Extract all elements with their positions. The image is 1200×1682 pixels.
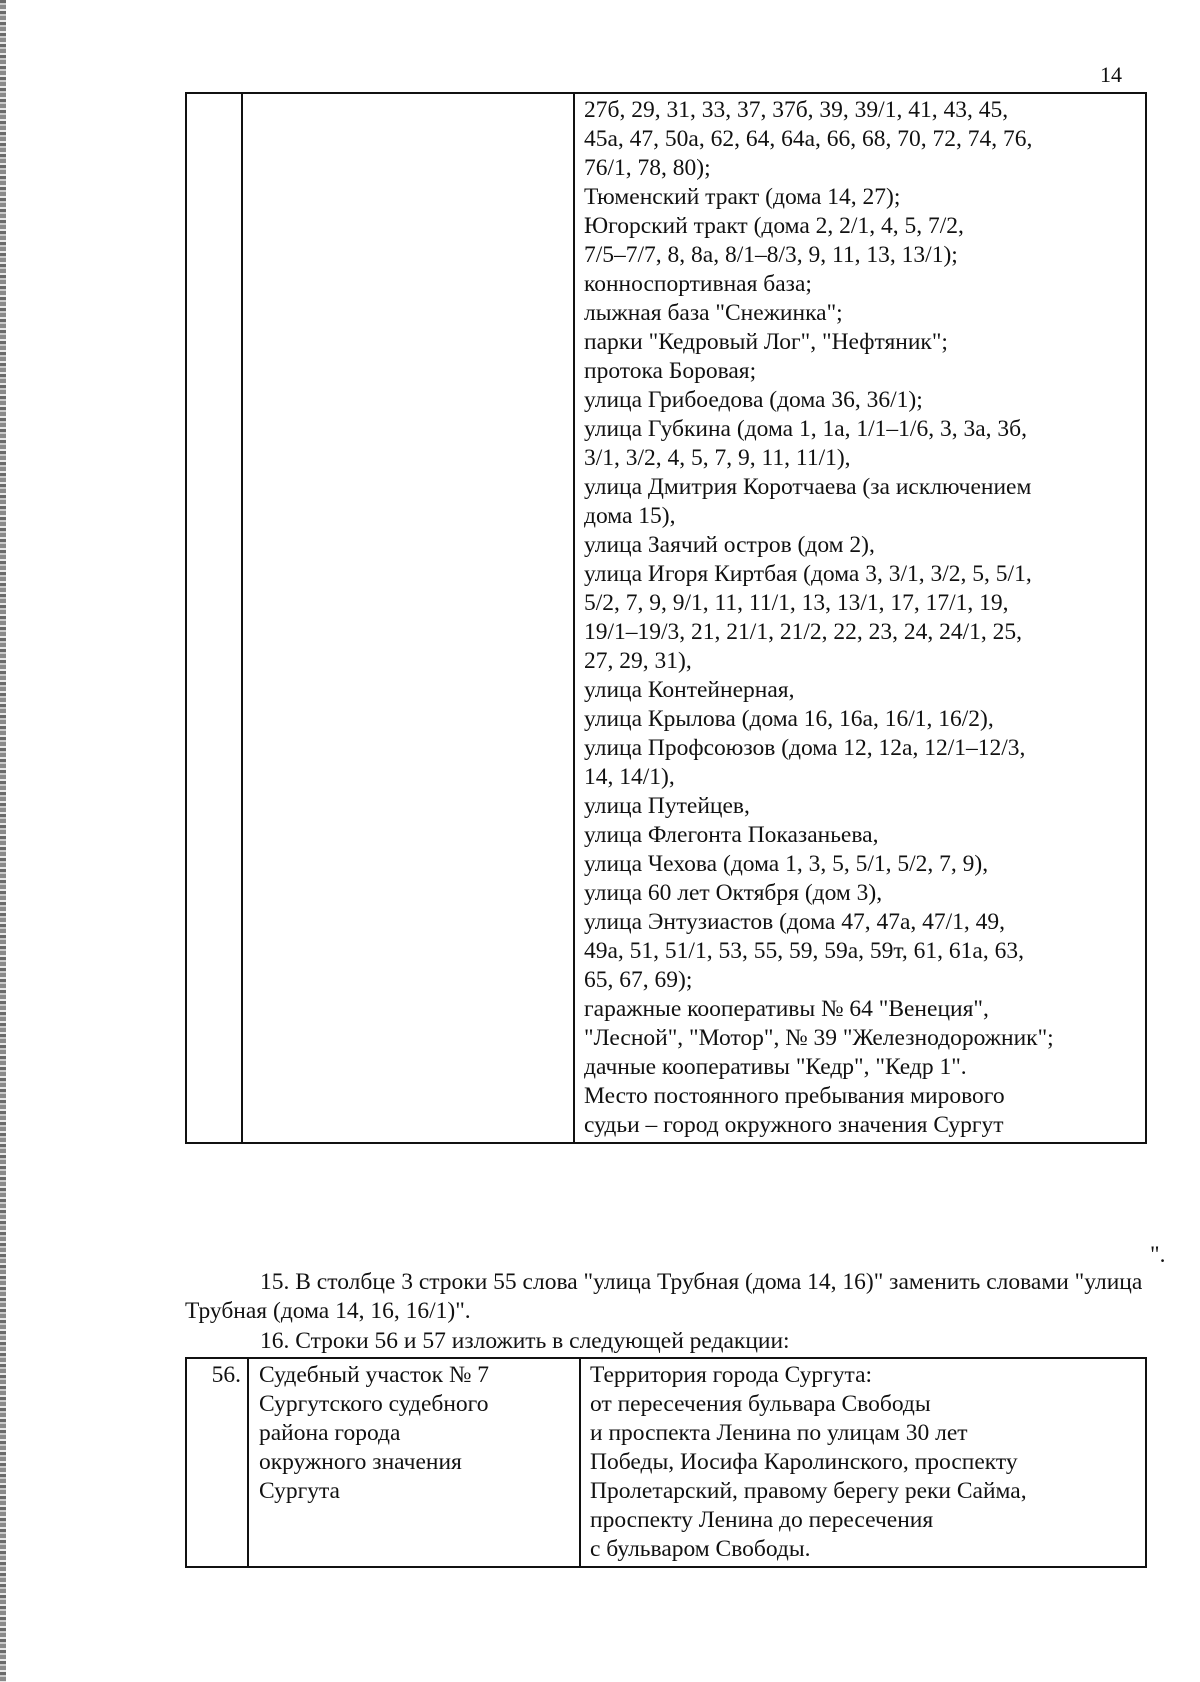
table-row	[186, 1358, 1146, 1567]
paragraph-16: 16. Строки 56 и 57 изложить в следующей редакции:	[260, 1328, 790, 1354]
address-line: Югорский тракт (дома 2, 2/1, 4, 5, 7/2,	[584, 213, 964, 239]
address-line: гаражные кооперативы № 64 "Венеция",	[584, 996, 989, 1022]
address-line: 3/1, 3/2, 4, 5, 7, 9, 11, 11/1),	[584, 445, 851, 471]
address-line: "Лесной", "Мотор", № 39 "Железнодорожник";	[584, 1025, 1054, 1051]
address-line: 65, 67, 69);	[584, 967, 693, 993]
address-line: улица Игоря Киртбая (дома 3, 3/1, 3/2, 5, 5/1,	[584, 561, 1032, 587]
row-number-cell	[186, 93, 242, 1143]
closing-quote: ".	[1150, 1242, 1166, 1268]
address-line: 49а, 51, 51/1, 53, 55, 59, 59а, 59т, 61, 61а, 63,	[584, 938, 1024, 964]
address-line: улица Заячий остров (дом 2),	[584, 532, 875, 558]
territory-line: Победы, Иосифа Каролинского, проспекту	[590, 1449, 1018, 1475]
continued-table	[185, 92, 1147, 1144]
address-line: улица Грибоедова (дома 36, 36/1);	[584, 387, 923, 413]
address-line: Место постоянного пребывания мирового	[584, 1083, 1005, 1109]
new-rows-table	[185, 1357, 1147, 1568]
paragraph-15: 15. В столбце 3 строки 55 слова "улица Трубная (дома 14, 16)" заменить словами "улица Трубная (дома 14, 16, 16/1)".	[185, 1269, 1143, 1324]
address-line: дома 15),	[584, 503, 676, 529]
territory-line: с бульваром Свободы.	[590, 1536, 811, 1562]
territory-line: Пролетарский, правому берегу реки Сайма,	[590, 1478, 1027, 1504]
territory-line: и проспекта Ленина по улицам 30 лет	[590, 1420, 968, 1446]
address-line: улица Губкина (дома 1, 1а, 1/1–1/6, 3, 3а, 3б,	[584, 416, 1027, 442]
address-line: лыжная база "Снежинка";	[584, 300, 843, 326]
address-line: 27б, 29, 31, 33, 37, 37б, 39, 39/1, 41, 43, 45,	[584, 97, 1009, 123]
court-line: района города	[259, 1420, 401, 1446]
territory-cell	[574, 93, 1146, 1143]
court-line: Судебный участок № 7	[259, 1362, 489, 1388]
address-line: Тюменский тракт (дома 14, 27);	[584, 184, 901, 210]
territory-line: от пересечения бульвара Свободы	[590, 1391, 931, 1417]
address-line: улица Крылова (дома 16, 16а, 16/1, 16/2),	[584, 706, 994, 732]
address-line: улица 60 лет Октября (дом 3),	[584, 880, 883, 906]
territory-line: Территория города Сургута:	[590, 1362, 873, 1388]
court-cell	[242, 93, 574, 1143]
address-line: 76/1, 78, 80);	[584, 155, 711, 181]
court-line: окружного значения	[259, 1449, 462, 1475]
address-line: парки "Кедровый Лог", "Нефтяник";	[584, 329, 948, 355]
address-line: улица Чехова (дома 1, 3, 5, 5/1, 5/2, 7, 9),	[584, 851, 989, 877]
address-line: судьи – город окружного значения Сургут	[584, 1112, 1004, 1138]
address-line: 45а, 47, 50а, 62, 64, 64а, 66, 68, 70, 72, 74, 76,	[584, 126, 1033, 152]
address-line: улица Контейнерная,	[584, 677, 795, 703]
address-line: 27, 29, 31),	[584, 648, 692, 674]
address-line: протока Боровая;	[584, 358, 757, 384]
territory-line: проспекту Ленина до пересечения	[590, 1507, 934, 1533]
address-line: улица Флегонта Показаньева,	[584, 822, 879, 848]
table-row	[186, 93, 1146, 1143]
court-line: Сургутского судебного	[259, 1391, 489, 1417]
address-line: 19/1–19/3, 21, 21/1, 21/2, 22, 23, 24, 24/1, 25,	[584, 619, 1023, 645]
court-cell	[248, 1358, 580, 1567]
address-line: дачные кооперативы "Кедр", "Кедр 1".	[584, 1054, 967, 1080]
address-line: конноспортивная база;	[584, 271, 812, 297]
address-line: 14, 14/1),	[584, 764, 675, 790]
address-line: улица Дмитрия Коротчаева (за исключением	[584, 474, 1032, 500]
address-line: 5/2, 7, 9, 9/1, 11, 11/1, 13, 13/1, 17, 17/1, 19,	[584, 590, 1009, 616]
scan-edge	[0, 0, 6, 1682]
address-line: 7/5–7/7, 8, 8а, 8/1–8/3, 9, 11, 13, 13/1);	[584, 242, 958, 268]
address-line: улица Путейцев,	[584, 793, 750, 819]
row-number-cell: 56.	[186, 1358, 248, 1567]
address-line: улица Энтузиастов (дома 47, 47а, 47/1, 49,	[584, 909, 1006, 935]
page-number: 14	[1100, 62, 1122, 87]
court-line: Сургута	[259, 1478, 340, 1504]
address-line: улица Профсоюзов (дома 12, 12а, 12/1–12/3,	[584, 735, 1026, 761]
territory-cell	[580, 1358, 1146, 1567]
